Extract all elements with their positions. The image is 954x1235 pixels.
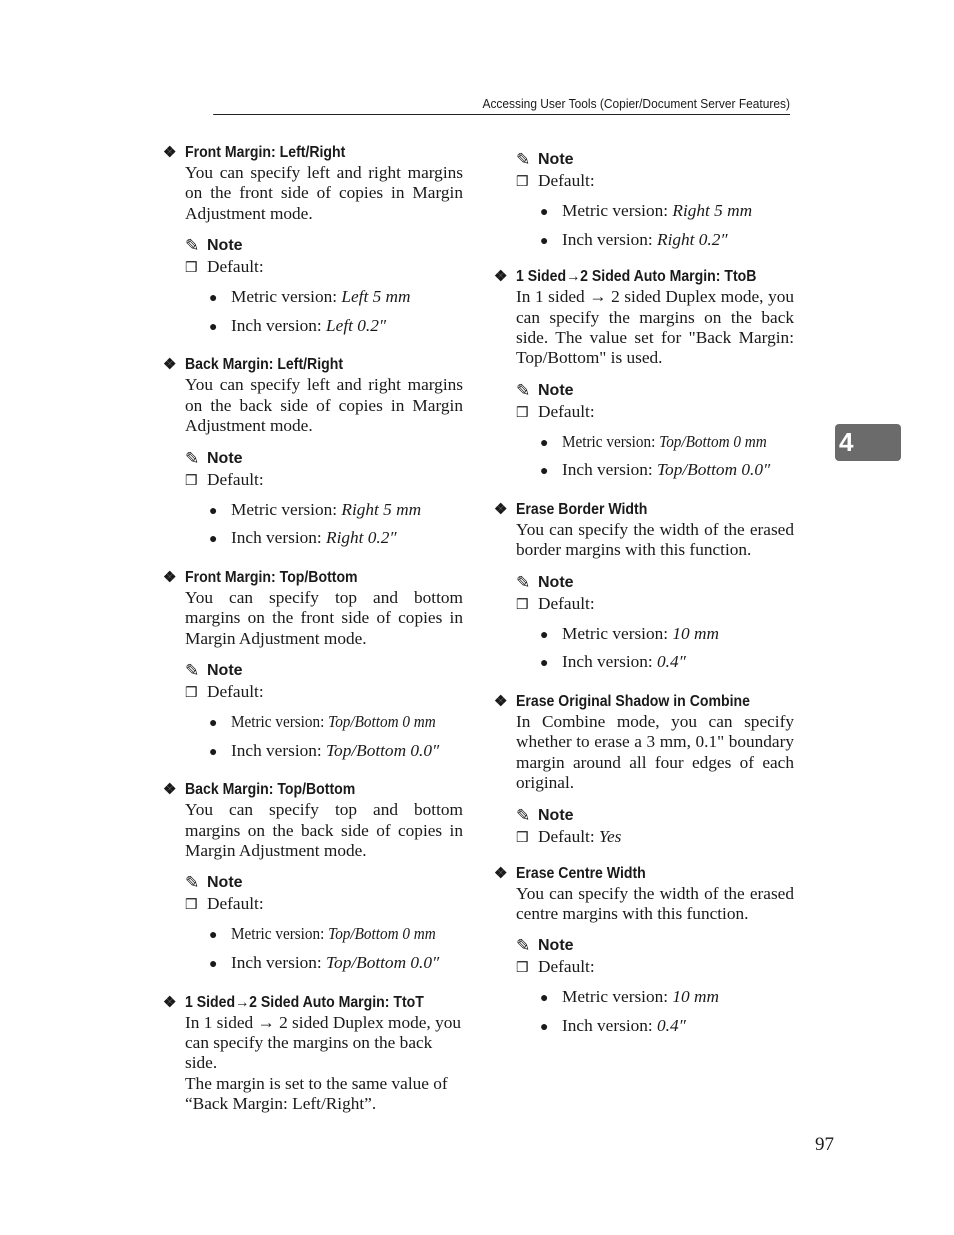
setting-back-margin-left-right [163,355,463,553]
setting-front-margin-top-bottom [163,568,463,766]
note-block [516,936,794,1041]
metric-version: Metric version: Top/Bottom 0 mm [231,712,436,732]
checkbox-icon: ❒ [516,175,529,190]
setting-description: In Combine mode, you can specify whether to erase a 3 mm, 0.1" boundary margin around all four edges of each original. [516,712,794,793]
checkbox-icon: ❒ [516,597,529,613]
running-header [213,96,790,115]
note-label: Note [538,937,574,955]
note-label: Note [538,573,574,591]
setting-auto-margin-ttob [494,267,794,486]
checkbox-icon: ❒ [516,830,529,846]
inch-version: Inch version: Top/Bottom 0.0″ [562,460,771,480]
setting-erase-original-shadow [494,692,794,850]
diamond-bullet-icon: ❖ [163,993,177,1011]
note-block [516,806,794,850]
note-label: Note [538,381,574,399]
setting-title: Front Margin: Top/Bottom [185,568,358,586]
bullet-icon: ● [540,627,549,643]
pencil-icon: ✎ [516,572,531,592]
setting-front-margin-left-right [163,143,463,341]
bullet-icon: ● [540,656,549,672]
inch-version: Inch version: Left 0.2″ [231,315,387,335]
diamond-bullet-icon: ❖ [494,864,508,882]
inch-version: Inch version: Top/Bottom 0.0″ [231,740,440,760]
left-column [163,143,463,1129]
pencil-icon: ✎ [185,661,200,681]
metric-version: Metric version: Top/Bottom 0 mm [562,431,767,451]
chapter-tab [835,424,901,461]
bullet-icon: ● [209,503,218,519]
metric-version: Metric version: 10 mm [562,623,719,643]
checkbox-icon: ❒ [185,473,198,489]
bullet-icon: ● [540,1020,549,1036]
default-label: Default: [538,957,595,977]
setting-auto-margin-ttot [163,993,463,1115]
diamond-bullet-icon: ❖ [163,781,177,799]
setting-description: In 1 sided → 2 sided Duplex mode, you can specify the margins on the back side. [185,1012,461,1073]
note-label: Note [207,237,243,255]
checkbox-icon: ❒ [516,405,529,421]
chapter-number: 4 [839,427,854,457]
setting-description-extra: The margin is set to the same value of “Back Margin: Left/Right”. [185,1073,448,1114]
metric-version: Metric version: Top/Bottom 0 mm [231,924,436,944]
default-label: Default: [207,469,264,489]
metric-version: Metric version: Right 5 mm [231,499,422,519]
setting-title: Back Margin: Top/Bottom [185,781,356,799]
setting-description: You can specify the width of the erased border margins with this function. [516,520,794,560]
checkbox-icon: ❒ [185,261,198,277]
inch-version: Inch version: Right 0.2″ [562,229,728,249]
diamond-bullet-icon: ❖ [163,144,177,161]
setting-title: Erase Centre Width [516,864,646,882]
checkbox-icon: ❒ [185,898,198,914]
note-block [516,150,794,255]
pencil-icon: ✎ [516,805,531,825]
note-label: Note [538,151,574,168]
default-label: Default: [207,257,264,277]
setting-erase-border-width [494,500,794,678]
inch-version: Inch version: 0.4″ [562,1016,686,1036]
bullet-icon: ● [209,716,218,732]
setting-title: 1 Sided→2 Sided Auto Margin: TtoB [516,268,757,286]
bullet-icon: ● [209,928,218,944]
note-block [185,449,463,554]
pencil-icon: ✎ [185,873,200,893]
metric-version: Metric version: Right 5 mm [562,201,753,220]
setting-back-margin-top-bottom [163,780,463,978]
inch-version: Inch version: Right 0.2″ [231,528,397,548]
setting-description: You can specify the width of the erased centre margins with this function. [516,883,794,924]
note-label: Note [538,806,574,824]
note-block [185,873,463,978]
bullet-icon: ● [540,435,549,451]
bullet-icon: ● [540,205,549,220]
checkbox-icon: ❒ [516,961,529,977]
note-block [516,573,794,678]
setting-title: Erase Border Width [516,501,648,518]
bullet-icon: ● [540,991,549,1007]
setting-title: Front Margin: Left/Right [185,144,346,161]
metric-version: Metric version: 10 mm [562,987,719,1007]
setting-title: Erase Original Shadow in Combine [516,693,750,710]
checkbox-icon: ❒ [185,686,198,702]
continued-note [494,150,794,255]
bullet-icon: ● [540,233,549,249]
page-number: 97 [815,1134,834,1155]
default-value: Default: Yes [538,826,622,846]
inch-version: Inch version: 0.4″ [562,652,686,672]
setting-description: In 1 sided → 2 sided Duplex mode, you can specify the margins on the back side. The value set for "Back Margin: Top/Bottom" is used. [516,287,794,368]
default-label: Default: [207,682,264,702]
diamond-bullet-icon: ❖ [163,568,177,586]
default-label: Default: [207,894,264,914]
right-column [494,150,794,1056]
setting-description: You can specify left and right margins on the back side of copies in Margin Adjustment mode. [185,375,463,436]
pencil-icon: ✎ [185,448,200,468]
setting-erase-centre-width [494,864,794,1042]
pencil-icon: ✎ [516,380,531,400]
header-title: Accessing User Tools (Copier/Document Server Features) [482,96,790,111]
diamond-bullet-icon: ❖ [494,501,508,518]
note-block [185,661,463,766]
diamond-bullet-icon: ❖ [494,693,508,710]
pencil-icon: ✎ [516,150,531,169]
note-label: Note [207,449,243,467]
default-label: Default: [538,401,595,421]
metric-version: Metric version: Left 5 mm [231,287,411,307]
default-label: Default: [538,593,595,613]
diamond-bullet-icon: ❖ [163,356,177,374]
pencil-icon: ✎ [185,236,200,256]
note-label: Note [207,662,243,680]
inch-version: Inch version: Top/Bottom 0.0″ [231,953,440,973]
setting-description: You can specify top and bottom margins on the back side of copies in Margin Adjustment mode. [185,800,463,861]
setting-title: 1 Sided→2 Sided Auto Margin: TtoT [185,993,424,1011]
note-block [516,381,794,486]
note-label: Note [207,874,243,892]
bullet-icon: ● [209,532,218,548]
bullet-icon: ● [209,744,218,760]
diamond-bullet-icon: ❖ [494,268,508,286]
default-label: Default: [538,171,595,190]
bullet-icon: ● [209,319,218,335]
note-block [185,236,463,341]
setting-title: Back Margin: Left/Right [185,356,344,374]
setting-description: You can specify top and bottom margins on the front side of copies in Margin Adjustment mode. [185,587,463,648]
bullet-icon: ● [209,291,218,307]
bullet-icon: ● [209,957,218,973]
setting-description: You can specify left and right margins on the front side of copies in Margin Adjustment mode. [185,163,463,223]
bullet-icon: ● [540,464,549,480]
pencil-icon: ✎ [516,936,531,956]
